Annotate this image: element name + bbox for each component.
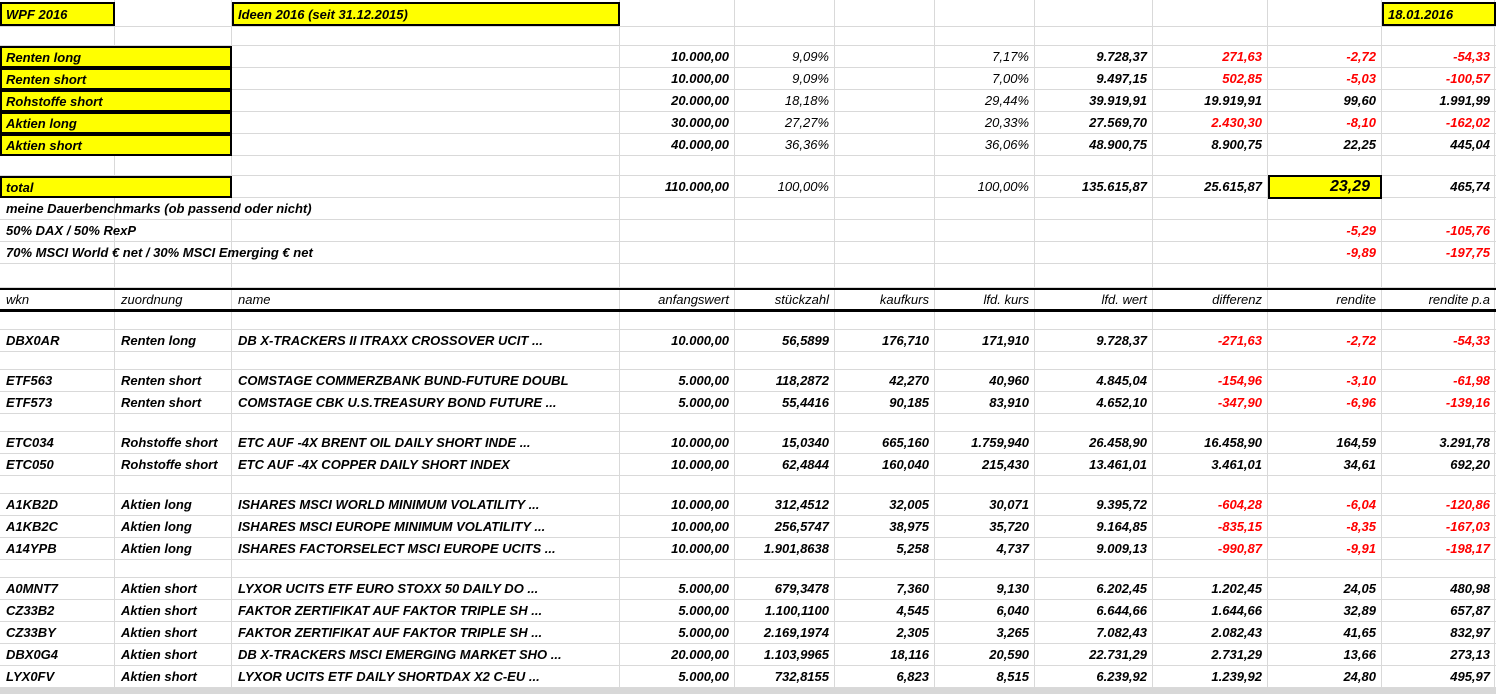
cell-name[interactable]: FAKTOR ZERTIFIKAT AUF FAKTOR TRIPLE SH ... [238, 603, 543, 618]
cell-gewichtung-ist[interactable]: 29,44% [984, 93, 1029, 108]
cell-rendite[interactable]: 32,89 [1343, 603, 1376, 618]
cell-rendite-pa[interactable]: 445,04 [1450, 137, 1490, 152]
cell-gewichtung-soll[interactable]: 9,09% [792, 49, 829, 64]
cell-anfangswert[interactable]: 5.000,00 [678, 373, 729, 388]
summary-row [0, 112, 1496, 134]
cell-lfd-wert[interactable]: 27.569,70 [1089, 115, 1147, 130]
cell-name[interactable]: ISHARES MSCI WORLD MINIMUM VOLATILITY ... [238, 497, 540, 512]
cell-rendite[interactable]: -8,35 [1346, 519, 1376, 534]
cell-rendite-pa[interactable]: -197,75 [1445, 245, 1490, 260]
table-row [0, 370, 1496, 392]
cell-kaufkurs[interactable]: 6,823 [896, 669, 929, 684]
cell-anfangswert[interactable]: 10.000,00 [671, 457, 729, 472]
header-cell-anfangswert[interactable]: anfangswert [658, 292, 729, 307]
cell-anfangswert[interactable]: 5.000,00 [678, 603, 729, 618]
summary-row [0, 46, 1496, 68]
cell-name[interactable]: ETC AUF -4X COPPER DAILY SHORT INDEX [238, 457, 510, 472]
header-cell-rendite-pa[interactable]: rendite p.a [1428, 292, 1490, 307]
cell-lfd-wert[interactable]: 4.845,04 [1096, 373, 1147, 388]
cell-gewichtung-ist[interactable]: 20,33% [984, 115, 1029, 130]
cell-rendite-pa[interactable]: -100,57 [1445, 71, 1490, 86]
cell-lfd-kurs[interactable]: 9,130 [996, 581, 1029, 596]
cell-lfd-kurs[interactable]: 215,430 [982, 457, 1029, 472]
cell-lfd-wert[interactable]: 9.728,37 [1096, 49, 1147, 64]
cell-rendite-pa[interactable]: -105,76 [1445, 223, 1490, 238]
cell-differenz[interactable]: -835,15 [1217, 519, 1262, 534]
cell-rendite-pa[interactable]: -54,33 [1453, 333, 1490, 348]
cell-wkn[interactable]: CZ33B2 [6, 603, 55, 618]
cell-anfangswert[interactable]: 10.000,00 [671, 497, 729, 512]
cell-lfd-wert[interactable]: 135.615,87 [1081, 179, 1147, 194]
cell-stueckzahl[interactable]: 2.169,1974 [763, 625, 829, 640]
cell-lfd-kurs[interactable]: 20,590 [989, 647, 1029, 662]
table-row [0, 578, 1496, 600]
cell-lfd-wert[interactable]: 6.644,66 [1096, 603, 1147, 618]
cell-zuordnung[interactable]: Aktien long [121, 519, 192, 534]
cell-zuordnung[interactable]: Renten short [121, 373, 202, 388]
cell-gewichtung-ist[interactable]: 7,00% [992, 71, 1029, 86]
cell-lfd-wert[interactable]: 6.239,92 [1096, 669, 1147, 684]
cell-rendite[interactable]: -9,91 [1346, 541, 1376, 556]
cell-zuordnung[interactable]: Aktien short [121, 625, 197, 640]
cell-zuordnung[interactable]: Rohstoffe short [121, 457, 218, 472]
cell-stueckzahl[interactable]: 1.103,9965 [763, 647, 829, 662]
cell-rendite[interactable]: 34,61 [1343, 457, 1376, 472]
cell-rendite-pa[interactable]: 480,98 [1450, 581, 1490, 596]
cell-kaufkurs[interactable]: 7,360 [896, 581, 929, 596]
cell-gewichtung-soll[interactable]: 18,18% [784, 93, 829, 108]
cell-lfd-wert[interactable]: 4.652,10 [1096, 395, 1147, 410]
cell-rendite[interactable]: 13,66 [1343, 647, 1376, 662]
empty-row [0, 312, 1496, 330]
cell-gewichtung-soll[interactable]: 36,36% [784, 137, 829, 152]
empty-row [0, 264, 1496, 288]
cell-lfd-wert[interactable]: 7.082,43 [1096, 625, 1147, 640]
cell-anfangswert[interactable]: 10.000,00 [671, 49, 729, 64]
cell-kaufkurs[interactable]: 160,040 [882, 457, 929, 472]
cell-differenz[interactable]: -990,87 [1217, 541, 1262, 556]
cell-rendite[interactable]: 22,25 [1343, 137, 1376, 152]
cell-anfangswert[interactable]: 30.000,00 [671, 115, 729, 130]
cell-lfd-kurs[interactable]: 6,040 [996, 603, 1029, 618]
cell-lfd-wert[interactable]: 48.900,75 [1089, 137, 1147, 152]
cell-wkn[interactable]: A1KB2D [6, 497, 59, 512]
cell-differenz[interactable]: 502,85 [1222, 71, 1262, 86]
cell-zuordnung[interactable]: Aktien short [121, 669, 197, 684]
cell-rendite[interactable]: -3,10 [1346, 373, 1376, 388]
category-label-cell[interactable]: Renten short [0, 68, 232, 90]
cell-anfangswert[interactable]: 5.000,00 [678, 625, 729, 640]
cell-gewichtung-soll[interactable]: 100,00% [777, 179, 829, 194]
benchmark-row [0, 220, 1496, 242]
cell-anfangswert[interactable]: 20.000,00 [671, 647, 729, 662]
cell-wkn[interactable]: LYX0FV [6, 669, 55, 684]
cell-kaufkurs[interactable]: 18,116 [890, 647, 929, 662]
cell-name[interactable]: LYXOR UCITS ETF DAILY SHORTDAX X2 C-EU ... [238, 669, 540, 684]
cell-name[interactable]: ISHARES MSCI EUROPE MINIMUM VOLATILITY ... [238, 519, 546, 534]
cell-rendite[interactable]: 41,65 [1343, 625, 1376, 640]
cell-lfd-kurs[interactable]: 3,265 [996, 625, 1029, 640]
cell-lfd-kurs[interactable]: 1.759,940 [971, 435, 1029, 450]
cell-stueckzahl[interactable]: 732,8155 [774, 669, 829, 684]
cell-lfd-kurs[interactable]: 35,720 [989, 519, 1029, 534]
summary-row [0, 68, 1496, 90]
table-row [0, 666, 1496, 688]
total-label-cell[interactable]: total [0, 176, 232, 198]
cell-stueckzahl[interactable]: 1.901,8638 [763, 541, 829, 556]
empty-row [0, 476, 1496, 494]
cell-zuordnung[interactable]: Aktien short [121, 603, 197, 618]
header-cell-stueckzahl[interactable]: stückzahl [774, 292, 829, 307]
cell-differenz[interactable]: -154,96 [1217, 373, 1262, 388]
cell-rendite[interactable]: -2,72 [1346, 333, 1376, 348]
cell-lfd-wert[interactable]: 9.395,72 [1096, 497, 1147, 512]
category-label-cell[interactable]: Aktien short [0, 134, 232, 156]
cell-gewichtung-soll[interactable]: 9,09% [792, 71, 829, 86]
workbook-title-cell[interactable]: WPF 2016 [0, 2, 115, 26]
cell-zuordnung[interactable]: Renten short [121, 395, 202, 410]
empty-row [0, 414, 1496, 432]
header-cell-kaufkurs[interactable]: kaufkurs [879, 292, 929, 307]
cell-wkn[interactable]: ETF563 [6, 373, 53, 388]
header-cell-wkn[interactable]: wkn [6, 292, 30, 307]
header-cell-differenz[interactable]: differenz [1212, 292, 1262, 307]
date-cell[interactable]: 18.01.2016 [1382, 2, 1496, 26]
table-row [0, 330, 1496, 352]
cell-kaufkurs[interactable]: 42,270 [889, 373, 929, 388]
cell-kaufkurs[interactable]: 176,710 [882, 333, 929, 348]
cell-zuordnung[interactable]: Aktien long [121, 497, 192, 512]
cell-rendite-pa[interactable]: 495,97 [1450, 669, 1490, 684]
sheet-header-row [0, 0, 1496, 27]
cell-name[interactable]: DB X-TRACKERS MSCI EMERGING MARKET SHO ... [238, 647, 562, 662]
cell-lfd-kurs[interactable]: 8,515 [996, 669, 1029, 684]
cell-rendite-pa[interactable]: 3.291,78 [1439, 435, 1490, 450]
cell-stueckzahl[interactable]: 62,4844 [782, 457, 829, 472]
cell-zuordnung[interactable]: Aktien short [121, 647, 197, 662]
cell-gewichtung-soll[interactable]: 27,27% [784, 115, 829, 130]
total-row [0, 176, 1496, 198]
cell-rendite[interactable]: 99,60 [1343, 93, 1376, 108]
cell-rendite-pa[interactable]: -139,16 [1445, 395, 1490, 410]
cell-lfd-kurs[interactable]: 171,910 [982, 333, 1029, 348]
cell-stueckzahl[interactable]: 1.100,1100 [764, 603, 829, 618]
cell-lfd-wert[interactable]: 39.919,91 [1089, 93, 1147, 108]
summary-row [0, 90, 1496, 112]
cell-rendite-pa[interactable]: -162,02 [1445, 115, 1490, 130]
cell-anfangswert[interactable]: 10.000,00 [671, 541, 729, 556]
cell-anfangswert[interactable]: 10.000,00 [671, 519, 729, 534]
cell-lfd-wert[interactable]: 9.164,85 [1096, 519, 1147, 534]
cell-gewichtung-ist[interactable]: 100,00% [977, 179, 1029, 194]
table-row [0, 432, 1496, 454]
cell-wkn[interactable]: DBX0G4 [6, 647, 59, 662]
total-rendite-highlight-cell[interactable]: 23,29 [1268, 175, 1382, 199]
cell-differenz[interactable]: 271,63 [1222, 49, 1262, 64]
cell-rendite-pa[interactable]: 273,13 [1450, 647, 1490, 662]
cell-kaufkurs[interactable]: 38,975 [889, 519, 929, 534]
table-row [0, 494, 1496, 516]
cell-differenz[interactable]: 1.239,92 [1211, 669, 1262, 684]
cell-rendite[interactable]: -6,04 [1346, 497, 1376, 512]
cell-rendite[interactable]: -5,29 [1346, 223, 1376, 238]
cell-stueckzahl[interactable]: 256,5747 [774, 519, 829, 534]
header-cell-rendite[interactable]: rendite [1336, 292, 1376, 307]
cell-differenz[interactable]: 2.731,29 [1211, 647, 1262, 662]
cell-name[interactable]: COMSTAGE CBK U.S.TREASURY BOND FUTURE ... [238, 395, 557, 410]
cell-lfd-wert[interactable]: 9.728,37 [1096, 333, 1147, 348]
benchmark-label-cell[interactable]: 70% MSCI World € net / 30% MSCI Emerging € net [6, 245, 313, 260]
summary-row [0, 134, 1496, 156]
cell-stueckzahl[interactable]: 55,4416 [782, 395, 829, 410]
partial-next-row [0, 688, 1496, 694]
cell-wkn[interactable]: ETC050 [6, 457, 54, 472]
cell-kaufkurs[interactable]: 665,160 [882, 435, 929, 450]
cell-zuordnung[interactable]: Renten long [121, 333, 197, 348]
cell-anfangswert[interactable]: 20.000,00 [671, 93, 729, 108]
cell-name[interactable]: COMSTAGE COMMERZBANK BUND-FUTURE DOUBL [238, 373, 569, 388]
cell-rendite[interactable]: 164,59 [1336, 435, 1376, 450]
cell-wkn[interactable]: ETF573 [6, 395, 53, 410]
cell-rendite[interactable]: 24,05 [1343, 581, 1376, 596]
cell-rendite[interactable]: -9,89 [1346, 245, 1376, 260]
cell-stueckzahl[interactable]: 15,0340 [782, 435, 829, 450]
cell-rendite-pa[interactable]: 1.991,99 [1439, 93, 1490, 108]
cell-kaufkurs[interactable]: 4,545 [896, 603, 929, 618]
cell-lfd-kurs[interactable]: 4,737 [996, 541, 1029, 556]
cell-differenz[interactable]: 1.644,66 [1211, 603, 1262, 618]
cell-name[interactable]: ETC AUF -4X BRENT OIL DAILY SHORT INDE ... [238, 435, 531, 450]
cell-differenz[interactable]: 8.900,75 [1211, 137, 1262, 152]
cell-anfangswert[interactable]: 10.000,00 [671, 71, 729, 86]
cell-differenz[interactable]: -347,90 [1217, 395, 1262, 410]
cell-name[interactable]: LYXOR UCITS ETF EURO STOXX 50 DAILY DO ... [238, 581, 539, 596]
cell-gewichtung-ist[interactable]: 36,06% [984, 137, 1029, 152]
cell-wkn[interactable]: A1KB2C [6, 519, 59, 534]
table-row [0, 516, 1496, 538]
cell-differenz[interactable]: 19.919,91 [1204, 93, 1262, 108]
cell-rendite-pa[interactable]: 465,74 [1450, 179, 1490, 194]
cell-lfd-wert[interactable]: 6.202,45 [1096, 581, 1147, 596]
cell-kaufkurs[interactable]: 5,258 [896, 541, 929, 556]
cell-anfangswert[interactable]: 10.000,00 [671, 333, 729, 348]
cell-rendite-pa[interactable]: -54,33 [1453, 49, 1490, 64]
cell-rendite-pa[interactable]: 657,87 [1450, 603, 1490, 618]
cell-lfd-wert[interactable]: 13.461,01 [1089, 457, 1147, 472]
header-cell-lfd-kurs[interactable]: lfd. kurs [983, 292, 1029, 307]
cell-name[interactable]: ISHARES FACTORSELECT MSCI EUROPE UCITS ... [238, 541, 556, 556]
cell-wkn[interactable]: CZ33BY [6, 625, 56, 640]
cell-lfd-kurs[interactable]: 30,071 [989, 497, 1029, 512]
cell-zuordnung[interactable]: Aktien short [121, 581, 197, 596]
header-cell-name[interactable]: name [238, 292, 271, 307]
cell-stueckzahl[interactable]: 312,4512 [774, 497, 829, 512]
cell-differenz[interactable]: 1.202,45 [1211, 581, 1262, 596]
cell-rendite[interactable]: -6,96 [1346, 395, 1376, 410]
cell-rendite-pa[interactable]: -120,86 [1445, 497, 1490, 512]
cell-anfangswert[interactable]: 10.000,00 [671, 435, 729, 450]
cell-rendite-pa[interactable]: 832,97 [1450, 625, 1490, 640]
benchmark-heading-cell[interactable]: meine Dauerbenchmarks (ob passend oder nicht) [6, 201, 312, 216]
cell-anfangswert[interactable]: 40.000,00 [671, 137, 729, 152]
empty-row [0, 27, 1496, 46]
table-row [0, 622, 1496, 644]
table-row [0, 454, 1496, 476]
benchmark-label-cell[interactable]: 50% DAX / 50% RexP [6, 223, 137, 238]
header-cell-zuordnung[interactable]: zuordnung [121, 292, 183, 307]
cell-lfd-kurs[interactable]: 40,960 [989, 373, 1029, 388]
cell-rendite-pa[interactable]: 692,20 [1450, 457, 1490, 472]
table-row [0, 600, 1496, 622]
cell-kaufkurs[interactable]: 90,185 [889, 395, 929, 410]
cell-differenz[interactable]: 2.082,43 [1211, 625, 1262, 640]
cell-anfangswert[interactable]: 5.000,00 [678, 669, 729, 684]
empty-row [0, 352, 1496, 370]
cell-lfd-wert[interactable]: 26.458,90 [1089, 435, 1147, 450]
table-row [0, 538, 1496, 560]
cell-wkn[interactable]: A14YPB [6, 541, 57, 556]
cell-anfangswert[interactable]: 110.000,00 [664, 179, 729, 194]
cell-differenz[interactable]: 2.430,30 [1211, 115, 1262, 130]
empty-row [0, 156, 1496, 176]
cell-zuordnung[interactable]: Aktien long [121, 541, 192, 556]
header-cell-lfd-wert[interactable]: lfd. wert [1101, 292, 1147, 307]
cell-rendite-pa[interactable]: -198,17 [1445, 541, 1490, 556]
category-label-cell[interactable]: Rohstoffe short [0, 90, 232, 112]
cell-kaufkurs[interactable]: 32,005 [889, 497, 929, 512]
cell-wkn[interactable]: DBX0AR [6, 333, 60, 348]
cell-zuordnung[interactable]: Rohstoffe short [121, 435, 218, 450]
benchmark-heading-row [0, 198, 1496, 220]
cell-differenz[interactable]: 3.461,01 [1211, 457, 1262, 472]
cell-lfd-kurs[interactable]: 83,910 [989, 395, 1029, 410]
cell-wkn[interactable]: ETC034 [6, 435, 54, 450]
cell-differenz[interactable]: 25.615,87 [1204, 179, 1262, 194]
cell-lfd-wert[interactable]: 22.731,29 [1089, 647, 1147, 662]
table-row [0, 644, 1496, 666]
table-row [0, 392, 1496, 414]
cell-differenz[interactable]: -604,28 [1217, 497, 1262, 512]
cell-differenz[interactable]: -271,63 [1217, 333, 1262, 348]
cell-lfd-wert[interactable]: 9.009,13 [1096, 541, 1147, 556]
cell-name[interactable]: FAKTOR ZERTIFIKAT AUF FAKTOR TRIPLE SH ... [238, 625, 543, 640]
sheet-subtitle-cell[interactable]: Ideen 2016 (seit 31.12.2015) [232, 2, 620, 26]
benchmark-row [0, 242, 1496, 264]
cell-name[interactable]: DB X-TRACKERS II ITRAXX CROSSOVER UCIT ... [238, 333, 543, 348]
cell-rendite-pa[interactable]: -167,03 [1445, 519, 1490, 534]
cell-rendite-pa[interactable]: -61,98 [1453, 373, 1490, 388]
cell-stueckzahl[interactable]: 118,2872 [775, 373, 829, 388]
category-label-cell[interactable]: Aktien long [0, 112, 232, 134]
cell-gewichtung-ist[interactable]: 7,17% [992, 49, 1029, 64]
cell-rendite[interactable]: -5,03 [1346, 71, 1376, 86]
cell-rendite[interactable]: -2,72 [1346, 49, 1376, 64]
cell-kaufkurs[interactable]: 2,305 [896, 625, 929, 640]
cell-anfangswert[interactable]: 5.000,00 [678, 395, 729, 410]
cell-wkn[interactable]: A0MNT7 [6, 581, 59, 596]
cell-rendite[interactable]: 24,80 [1343, 669, 1376, 684]
cell-rendite[interactable]: -8,10 [1346, 115, 1376, 130]
cell-anfangswert[interactable]: 5.000,00 [678, 581, 729, 596]
cell-stueckzahl[interactable]: 679,3478 [774, 581, 829, 596]
cell-lfd-wert[interactable]: 9.497,15 [1096, 71, 1147, 86]
cell-stueckzahl[interactable]: 56,5899 [782, 333, 829, 348]
category-label-cell[interactable]: Renten long [0, 46, 232, 68]
table-header-row [0, 288, 1496, 312]
empty-row [0, 560, 1496, 578]
cell-differenz[interactable]: 16.458,90 [1204, 435, 1262, 450]
